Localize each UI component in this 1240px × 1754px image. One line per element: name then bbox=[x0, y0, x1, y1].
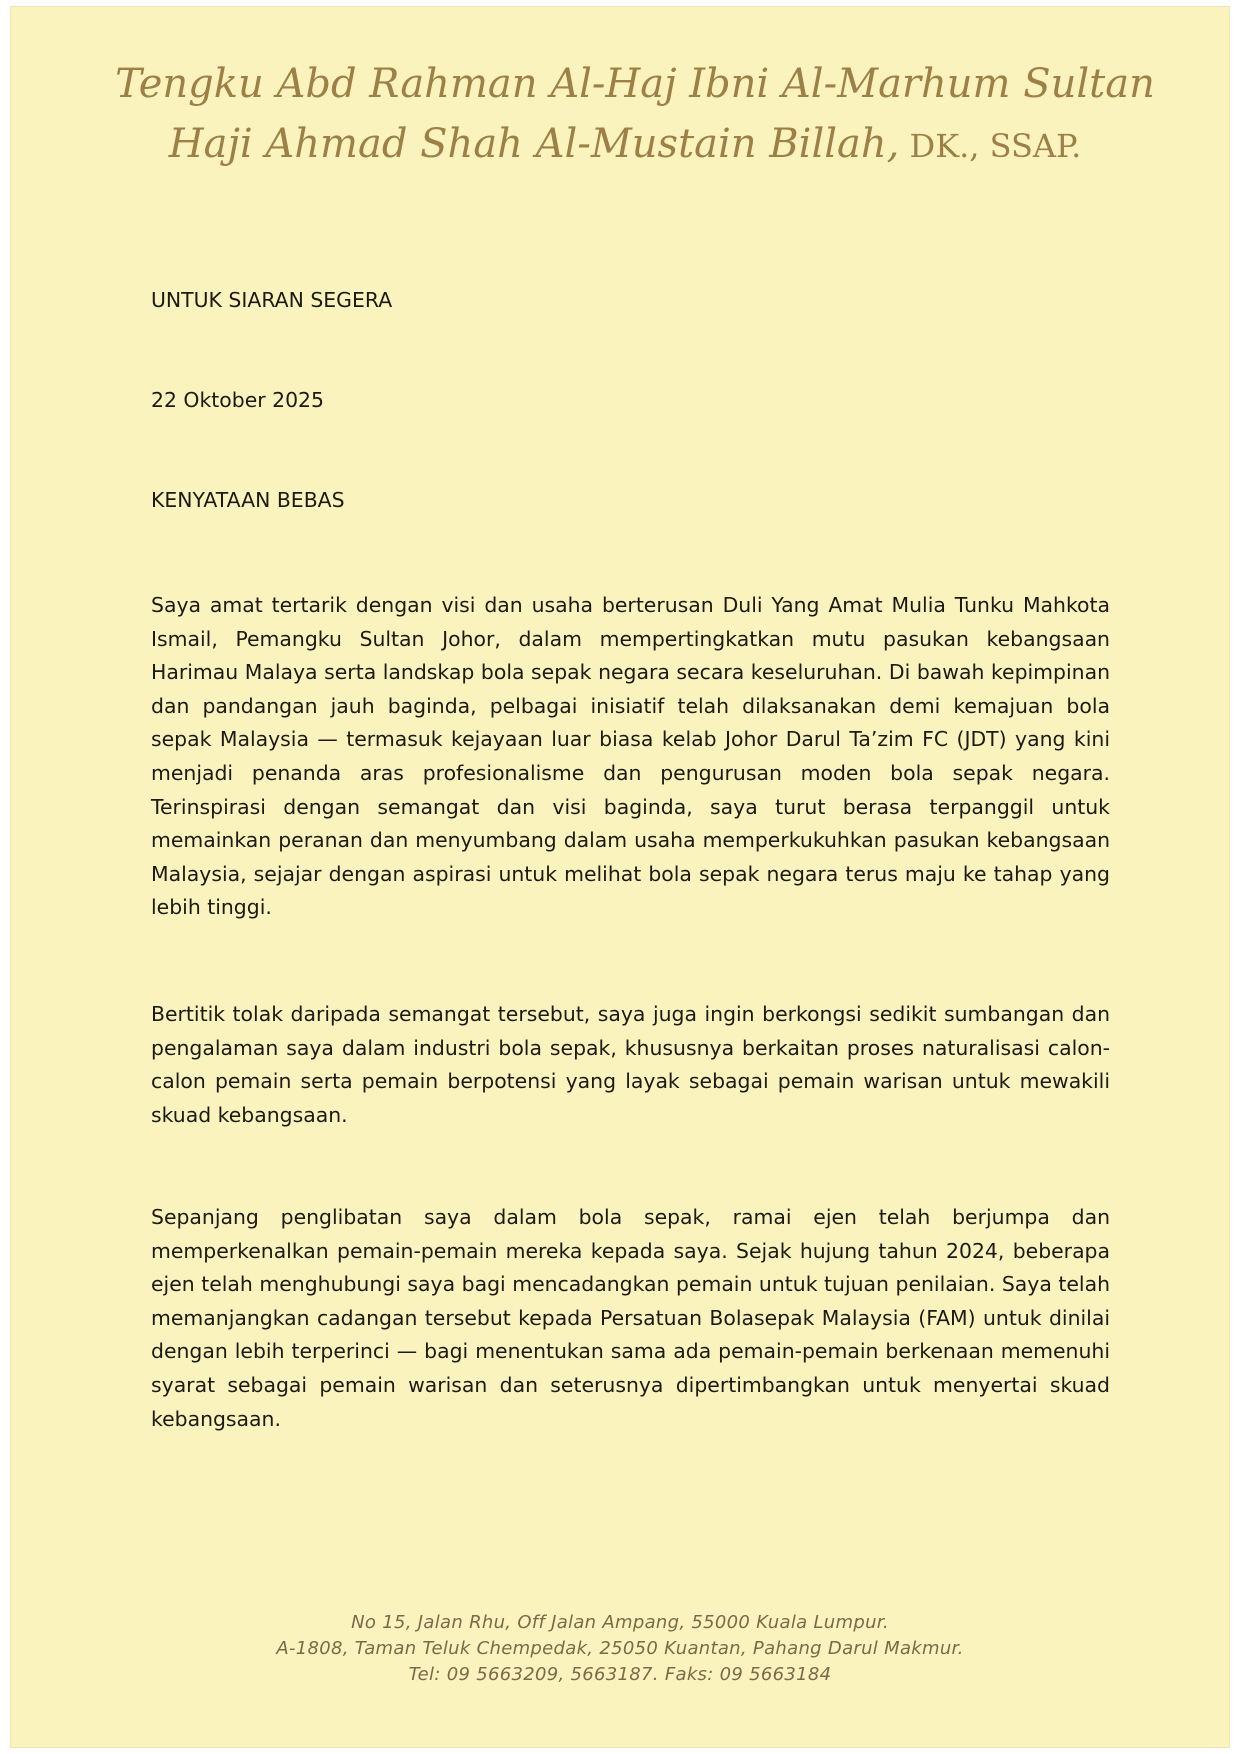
paragraph: Saya amat tertarik dengan visi dan usaha berterusan Duli Yang Amat Mulia Tunku Mahkota Ismail, Pemangku Sultan Johor, dalam mempertingkatkan mutu pasukan kebangsaan Harimau Malaya serta landskap bola sepak negara secara keseluruhan. Di bawah kepimpinan dan pandangan jauh baginda, pelbagai inisiatif telah dilaksanakan demi kemajuan bola sepak Malaysia — termasuk kejayaan luar biasa kelab Johor Darul Ta’zim FC (JDT) yang kini menjadi penanda aras profesionalisme dan pengurusan moden bola sepak negara. Terinspirasi dengan semangat dan visi baginda, saya turut berasa terpanggil untuk memainkan peranan dan menyumbang dalam usaha memperkukuhkan pasukan kebangsaan Malaysia, sejajar dengan aspirasi untuk melihat bola sepak negara terus maju ke tahap yang lebih tinggi. bbox=[151, 593, 1110, 920]
release-label: UNTUK SIARAN SEGERA bbox=[151, 288, 393, 312]
letter-page bbox=[10, 6, 1230, 1748]
letterhead-name-line-1: Tengku Abd Rahman Al-Haj Ibni Al-Marhum Sultan bbox=[115, 61, 1155, 107]
paragraph: Bertitik tolak daripada semangat tersebut, saya juga ingin berkongsi sedikit sumbangan dan pengalaman saya dalam industri bola sepak, khususnya berkaitan proses naturalisasi calon-calon pemain serta pemain berpotensi yang layak sebagai pemain warisan untuk mewakili skuad kebangsaan. bbox=[151, 1002, 1110, 1127]
letterhead bbox=[10, 54, 1230, 176]
statement-date: 22 Oktober 2025 bbox=[151, 388, 325, 412]
paragraph: Sepanjang penglibatan saya dalam bola sepak, ramai ejen telah berjumpa dan memperkenalkan pemain-pemain mereka kepada saya. Sejak hujung tahun 2024, beberapa ejen telah menghubungi saya bagi mencadangkan pemain untuk tujuan penilaian. Saya telah memanjangkan cadangan tersebut kepada Persatuan Bolasepak Malaysia (FAM) untuk dinilai dengan lebih terperinci — bagi menentukan sama ada pemain-pemain berkenaan memenuhi syarat sebagai pemain warisan dan seterusnya dipertimbangkan untuk menyertai skuad kebangsaan. bbox=[151, 1205, 1110, 1431]
footer-address-kuala-lumpur: No 15, Jalan Rhu, Off Jalan Ampang, 55000 Kuala Lumpur. bbox=[351, 1612, 889, 1633]
statement-title: KENYATAAN BEBAS bbox=[151, 488, 345, 512]
letterhead-post-nominals: DK., SSAP. bbox=[899, 127, 1082, 165]
footer-address-kuantan: A-1808, Taman Teluk Chempedak, 25050 Kuantan, Pahang Darul Makmur. bbox=[276, 1638, 964, 1659]
letterhead-name-line-2-text: Haji Ahmad Shah Al-Mustain Billah, bbox=[168, 121, 900, 167]
letterhead-name-line-2 bbox=[10, 114, 1230, 176]
footer-contact: Tel: 09 5663209, 5663187. Faks: 09 5663184 bbox=[408, 1664, 832, 1685]
letter-footer bbox=[10, 1610, 1230, 1688]
